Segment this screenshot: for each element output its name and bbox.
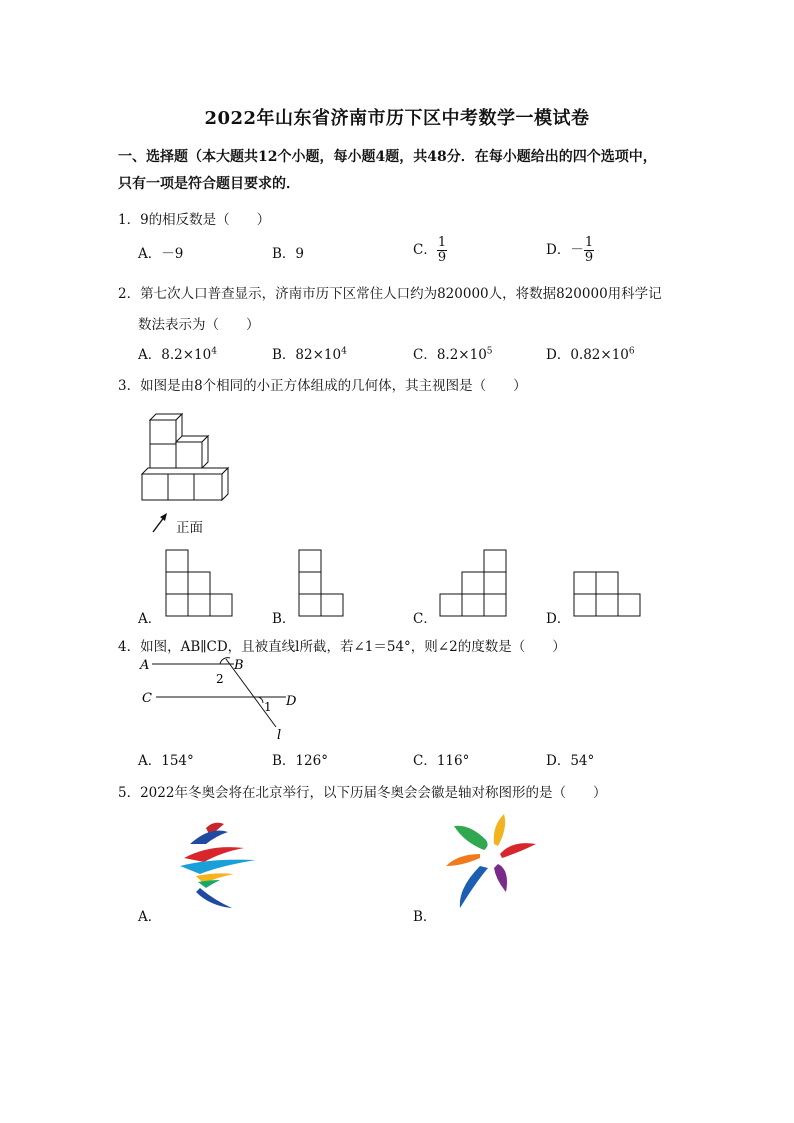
q4-option-b: B．126° <box>272 753 328 769</box>
point-c-label: C <box>142 691 152 706</box>
point-d-label: D <box>286 694 297 709</box>
q3-option-b: B． <box>272 611 296 627</box>
angle-1-label: 1 <box>264 700 272 714</box>
beijing-2022-emblem-icon <box>170 818 265 913</box>
q2-option-a-exponent: 4 <box>211 346 217 357</box>
q1-stem: 1．9的相反数是（ ） <box>118 212 271 228</box>
point-b-label: B <box>234 658 244 673</box>
q2-option-a-base: A．8.2×10 <box>138 347 212 363</box>
q5-option-a: A． <box>138 909 162 925</box>
q3-option-b-view <box>295 548 355 618</box>
q2-option-a <box>138 343 217 363</box>
section-header <box>118 144 678 198</box>
q2-stem-line-1: 2．第七次人口普查显示，济南市历下区常住人口约为820000人，将数据820000用科学记 <box>118 286 662 302</box>
q3-stem: 3．如图是由8个相同的小正方体组成的几何体，其主视图是（ ） <box>118 378 527 394</box>
q1-option-d-prefix: D．－ <box>546 242 584 258</box>
q1-option-a: A．－9 <box>138 246 184 262</box>
q1-option-c-prefix: C． <box>413 242 437 258</box>
section-line-2: 只有一项是符合题目要求的． <box>118 176 300 192</box>
q1-option-d <box>546 236 594 265</box>
fraction <box>584 236 594 265</box>
q3-option-c-view <box>436 548 516 618</box>
q2-stem-line-2: 数法表示为（ ） <box>138 317 260 333</box>
q2-option-b-base: B．82×10 <box>272 347 342 363</box>
section-line-1: 一、选择题（本大题共12个小题，每小题4题，共48分．在每小题给出的四个选项中， <box>118 149 657 165</box>
q2-option-c <box>413 343 493 363</box>
q2-option-c-exponent: 5 <box>486 346 493 357</box>
q4-option-c: C．116° <box>413 753 470 769</box>
q4-option-a: A．154° <box>138 753 194 769</box>
q1-option-b: B．9 <box>272 246 305 262</box>
q1-option-c <box>413 236 447 265</box>
q5-option-b: B． <box>413 909 437 925</box>
q3-option-c: C． <box>413 611 437 627</box>
front-arrow-icon <box>150 512 170 534</box>
q2-option-d <box>546 343 635 363</box>
q4-stem: 4．如图，AB∥CD，且被直线l所截，若∠1＝54°，则∠2的度数是（ ） <box>118 639 566 655</box>
fraction-numerator: 1 <box>437 235 447 250</box>
front-label: 正面 <box>176 520 203 536</box>
fraction-denominator: 9 <box>584 250 594 265</box>
q3-option-d: D． <box>546 611 571 627</box>
q3-option-a-view <box>160 548 240 618</box>
q5-stem: 5．2022年冬奥会将在北京举行，以下历届冬奥会会徽是轴对称图形的是（ ） <box>118 785 607 801</box>
q2-option-b <box>272 343 347 363</box>
page-title: 2022年山东省济南市历下区中考数学一模试卷 <box>204 108 590 129</box>
cube-solid-figure <box>138 408 238 504</box>
fraction-numerator: 1 <box>584 235 594 250</box>
parallel-lines-figure <box>136 655 316 745</box>
fraction-denominator: 9 <box>437 250 447 265</box>
q3-option-a: A． <box>138 611 162 627</box>
q2-option-c-base: C．8.2×10 <box>413 347 487 363</box>
q4-option-d: D．54° <box>546 753 595 769</box>
angle-2-label: 2 <box>216 672 224 686</box>
q2-option-d-base: D．0.82×10 <box>546 347 629 363</box>
fraction <box>437 236 447 265</box>
q3-option-d-view <box>570 570 650 620</box>
q2-option-d-exponent: 6 <box>628 346 635 357</box>
q2-option-b-exponent: 4 <box>341 346 347 357</box>
line-l-label: l <box>277 728 282 743</box>
flame-emblem-icon <box>440 810 545 915</box>
point-a-label: A <box>140 658 150 673</box>
